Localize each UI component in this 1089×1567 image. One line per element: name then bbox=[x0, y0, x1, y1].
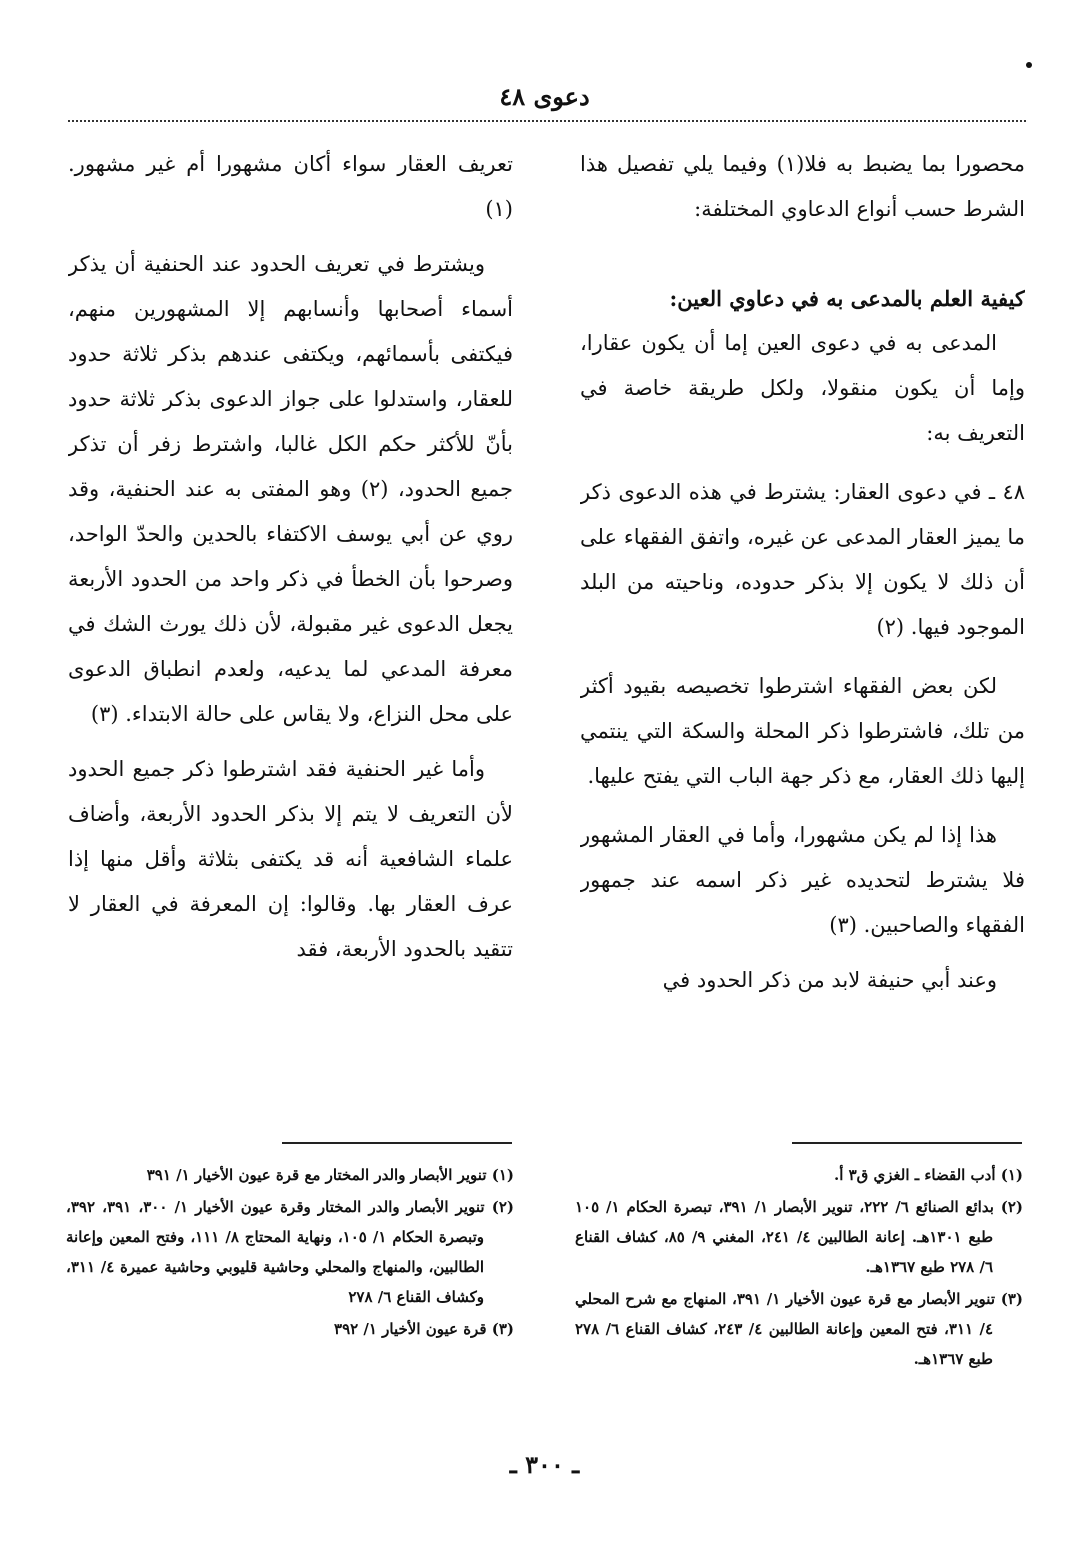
footnote-left-1: (١) تنوير الأبصار والدر المختار مع قرة عيون الأخيار ١/ ٣٩١ bbox=[146, 1166, 514, 1184]
right-paragraph-1: محصورا بما يضبط به فلا(١) وفيما يلي تفصيل هذا الشرط حسب أنواع الدعاوي المختلفة: bbox=[580, 152, 1025, 221]
footnote-rule-right bbox=[792, 1142, 1022, 1144]
section-heading: كيفية العلم بالمدعى به في دعاوي العين: bbox=[669, 286, 1025, 311]
right-paragraph-2: المدعى به في دعوى العين إما أن يكون عقارا، وإما أن يكون منقولا، ولكل طريقة خاصة في التعريف به: bbox=[580, 331, 1025, 445]
left-paragraph-2: ويشترط في تعريف الحدود عند الحنفية أن يذكر أسماء أصحابها وأنسابهم إلا المشهورين منهم، فيكتفى بأسمائهم، ويكتفى عندهم بذكر ثلاثة حدود للعقار، واستدلوا على جواز الدعوى بذكر ثلاثة حدود بأنّ للأكثر حكم الكل غالبا، واشترط زفر أن تذكر جميع الحدود، (٢) وهو المفتى به عند الحنفية، وقد روي عن أبي يوسف الاكتفاء بالحدين والحدّ الواحد، وصرحوا بأن الخطأ في ذكر واحد من الحدود الأربعة يجعل الدعوى غير مقبولة، لأن ذلك يورث الشك في معرفة المدعي لما يدعيه، ولعدم انطباق الدعوى على محل النزاع، ولا يقاس على حالة الابتداء. (٣) bbox=[68, 252, 513, 726]
left-paragraph-1: تعريف العقار سواء أكان مشهورا أم غير مشهور. (١) bbox=[68, 152, 513, 221]
right-paragraph-4: لكن بعض الفقهاء اشترطوا تخصيصه بقيود أكثر من تلك، فاشترطوا ذكر المحلة والسكة التي ينتمي إليها ذلك العقار، مع ذكر جهة الباب التي يفتح عليها. bbox=[580, 674, 1025, 788]
footnote-rule-left bbox=[282, 1142, 512, 1144]
footnote-right-1: (١) أدب القضاء ـ الغزي ق٣ أ. bbox=[833, 1166, 1023, 1184]
footnote-left-2: (٢) تنوير الأبصار والدر المختار وقرة عيون الأخيار ١/ ٣٠٠، ٣٩١، ٣٩٢، وتبصرة الحكام ١/ ١٠٥، ونهاية المحتاج ٨/ ١١١، وفتح المعين وإعانة الطالبين، والمنهاج والمحلي وحاشية قليوبي وحاشية عميرة ٤/ ٣١١، وكشاف القناع ٦/ ٢٧٨ bbox=[66, 1198, 514, 1306]
footnotes-left bbox=[66, 1160, 514, 1346]
left-column bbox=[68, 142, 513, 1102]
right-paragraph-5: هذا إذا لم يكن مشهورا، وأما في العقار المشهور فلا يشترط لتحديده غير ذكر اسمه عند جمهور الفقهاء والصاحبين. (٣) bbox=[580, 823, 1025, 937]
left-paragraph-3: وأما غير الحنفية فقد اشترطوا ذكر جميع الحدود لأن التعريف لا يتم إلا بذكر الحدود الأربعة، وأضاف علماء الشافعية أنه قد يكتفى بثلاثة وأقل منها إذا عرف العقار بها. وقالوا: إن المعرفة في العقار لا تتقيد بالحدود الأربعة، فقد bbox=[68, 757, 513, 961]
footnote-right-2: (٢) بدائع الصنائع ٦/ ٢٢٢، تنوير الأبصار ١/ ٣٩١، تبصرة الحكام ١/ ١٠٥ طبع ١٣٠١هـ. إعانة الطالبين ٤/ ٢٤١، المغني ٩/ ٨٥، كشاف القناع ٦/ ٢٧٨ طبع ١٣٦٧هـ. bbox=[575, 1198, 1024, 1276]
page-header: دعوى ٤٨ bbox=[499, 82, 590, 111]
footnote-left-3: (٣) قرة عيون الأخيار ١/ ٣٩٢ bbox=[334, 1320, 514, 1338]
footnotes-right bbox=[575, 1160, 1023, 1376]
right-paragraph-3: ٤٨ ـ في دعوى العقار: يشترط في هذه الدعوى ذكر ما يميز العقار المدعى عن غيره، واتفق الفقهاء على أن ذلك لا يكون إلا بذكر حدوده، وناحيته من البلد الموجود فيها. (٢) bbox=[580, 480, 1025, 639]
page-number: ـ ٣٠٠ ـ bbox=[509, 1450, 580, 1479]
footnote-right-3: (٣) تنوير الأبصار مع قرة عيون الأخيار ١/ ٣٩١، المنهاج مع شرح المحلي ٤/ ٣١١، فتح المعين وإعانة الطالبين ٤/ ٢٤٣، كشاف القناع ٦/ ٢٧٨ طبع ١٣٦٧هـ. bbox=[575, 1290, 1023, 1368]
corner-dot-mark bbox=[1026, 62, 1032, 68]
header-dotted-rule bbox=[68, 120, 1026, 122]
right-column bbox=[580, 142, 1025, 1102]
right-paragraph-6: وعند أبي حنيفة لابد من ذكر الحدود في bbox=[662, 968, 997, 992]
